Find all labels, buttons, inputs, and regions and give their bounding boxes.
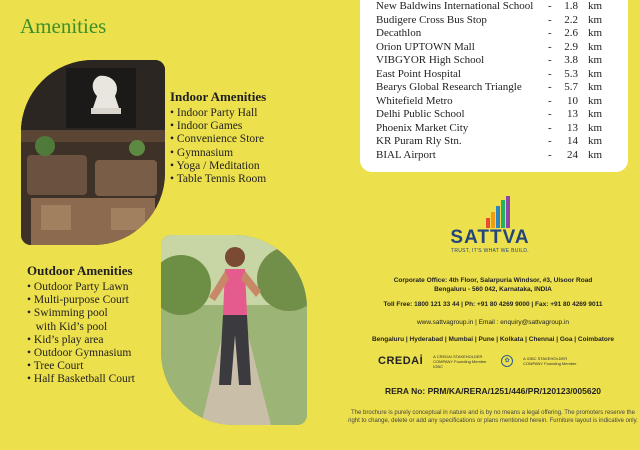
logo-bars-icon — [460, 196, 520, 228]
distance-row — [376, 122, 602, 136]
distance-value: 2.6 — [564, 27, 578, 39]
list-item: • Tree Court — [27, 360, 84, 373]
distance-dash: - — [548, 40, 552, 53]
distance-unit: km — [587, 67, 602, 80]
distance-row — [376, 108, 602, 122]
web-email: www.sattvagroup.in | Email : enquiry@sattvagroup.in — [416, 319, 570, 326]
distance-dash: - — [548, 0, 552, 12]
distance-dash: - — [548, 148, 552, 161]
distance-dash: - — [548, 121, 552, 134]
credai-logo: CREDAİ — [378, 355, 424, 367]
distance-place: New Baldwins International School — [376, 0, 534, 12]
distance-unit: km — [587, 148, 602, 161]
distance-dash: - — [548, 27, 552, 39]
amenities-title: Amenities — [20, 14, 107, 38]
distance-dash: - — [548, 81, 552, 93]
distance-row — [376, 68, 602, 82]
igbc-note: A IGBC STAKEHOLDER COMPANY Founding Member — [523, 356, 577, 366]
office-line-2: Bengaluru - 560 042, Karnataka, INDIA — [434, 286, 552, 293]
distance-place: Decathlon — [376, 27, 422, 39]
brand-tagline: TRUST, IT'S WHAT WE BUILD. — [450, 248, 530, 254]
distance-row — [376, 0, 602, 14]
distance-unit: km — [587, 135, 602, 147]
distance-row — [376, 81, 602, 95]
distance-row — [376, 135, 602, 149]
igbc-seal-icon: ✿ — [501, 355, 513, 367]
list-item: with Kid’s pool — [27, 320, 108, 333]
distance-place: East Point Hospital — [376, 67, 461, 80]
distance-row — [376, 54, 602, 68]
distance-value: 14 — [567, 135, 578, 147]
distance-row — [376, 149, 602, 163]
distance-place: Whitefield Metro — [376, 94, 453, 107]
distance-value: 24 — [567, 148, 578, 161]
disclaimer: The brochure is purely conceptual in nature and is by no means a legal offering. The promoters reserve the right to change, delete or add any specifications or plans mentioned herein. Furniture layout is indicative only. — [348, 410, 638, 424]
distance-row — [376, 95, 602, 109]
list-item: • Gymnasium — [170, 146, 234, 159]
list-item: • Indoor Games — [170, 120, 243, 133]
city-list: Bengaluru | Hyderabad | Mumbai | Pune | Kolkata | Chennai | Goa | Coimbatore — [371, 336, 615, 343]
outdoor-amenities-heading: Outdoor Amenities — [27, 263, 133, 278]
rera-number: RERA No: PRM/KA/RERA/1251/446/PR/120123/005620 — [384, 386, 602, 396]
list-item: • Indoor Party Hall — [170, 107, 258, 119]
distance-unit: km — [587, 13, 602, 26]
distance-row — [376, 14, 602, 28]
list-item: • Table Tennis Room — [170, 173, 267, 186]
distance-dash: - — [548, 135, 552, 147]
outdoor-amenities-list — [27, 263, 135, 387]
indoor-amenities-list — [170, 89, 266, 186]
list-item: • Kid’s play area — [27, 333, 104, 346]
distance-value: 10 — [567, 94, 578, 107]
credai-note: A CREDAI STAKEHOLDER COMPANY Founding Member IGBC — [433, 353, 487, 369]
distance-place: Delhi Public School — [376, 108, 465, 120]
list-item: • Convenience Store — [170, 133, 265, 146]
distance-place: Orion UPTOWN Mall — [376, 40, 475, 53]
distance-dash: - — [548, 67, 552, 80]
indoor-amenity-photo — [21, 60, 165, 245]
distance-row — [376, 27, 602, 41]
distance-dash: - — [548, 94, 552, 107]
distance-unit: km — [587, 27, 602, 39]
distance-dash: - — [548, 13, 552, 26]
distance-place: Bearys Global Research Triangle — [376, 81, 522, 93]
list-item: • Outdoor Gymnasium — [27, 347, 132, 360]
distance-place: BIAL Airport — [376, 148, 436, 161]
distance-dash: - — [548, 108, 552, 120]
distance-unit: km — [587, 108, 602, 120]
phone-numbers: Toll Free: 1800 121 33 44 | Ph: +91 80 4269 9000 | Fax: +91 80 4269 9011 — [383, 301, 603, 308]
list-item: • Yoga / Meditation — [170, 159, 260, 172]
corporate-office-address — [348, 276, 638, 294]
list-item: • Swimming pool — [27, 307, 108, 320]
distance-unit: km — [587, 81, 602, 93]
distance-value: 1.8 — [564, 0, 578, 12]
brand-name: SATTVA — [450, 227, 530, 248]
distance-unit: km — [587, 121, 602, 134]
distance-unit: km — [587, 0, 602, 12]
list-item: • Multi-purpose Court — [27, 294, 129, 307]
distance-unit: km — [587, 40, 602, 53]
distance-table — [376, 0, 602, 162]
distance-unit: km — [587, 54, 602, 66]
distance-place: KR Puram Rly Stn. — [376, 135, 462, 147]
partner-logos — [378, 352, 618, 370]
distance-place: Phoenix Market City — [376, 121, 469, 134]
distance-value: 5.7 — [564, 81, 578, 93]
list-item: • Half Basketball Court — [27, 373, 135, 386]
distance-unit: km — [587, 94, 602, 107]
distance-row — [376, 41, 602, 55]
distance-place: VIBGYOR High School — [376, 54, 485, 66]
distance-dash: - — [548, 54, 552, 66]
office-line-1: Corporate Office: 4th Floor, Salarpuria Windsor, #3, Ulsoor Road — [393, 277, 593, 284]
indoor-amenities-heading: Indoor Amenities — [170, 89, 267, 104]
distance-value: 2.9 — [564, 40, 578, 53]
sattva-logo — [440, 196, 540, 254]
outdoor-amenity-photo — [161, 235, 307, 425]
distance-value: 13 — [567, 121, 578, 134]
distance-value: 3.8 — [564, 54, 578, 66]
distance-value: 5.3 — [564, 67, 578, 80]
distance-place: Budigere Cross Bus Stop — [376, 13, 487, 26]
list-item: • Outdoor Party Lawn — [27, 281, 129, 293]
distance-value: 13 — [567, 108, 578, 120]
distance-value: 2.2 — [564, 13, 578, 26]
